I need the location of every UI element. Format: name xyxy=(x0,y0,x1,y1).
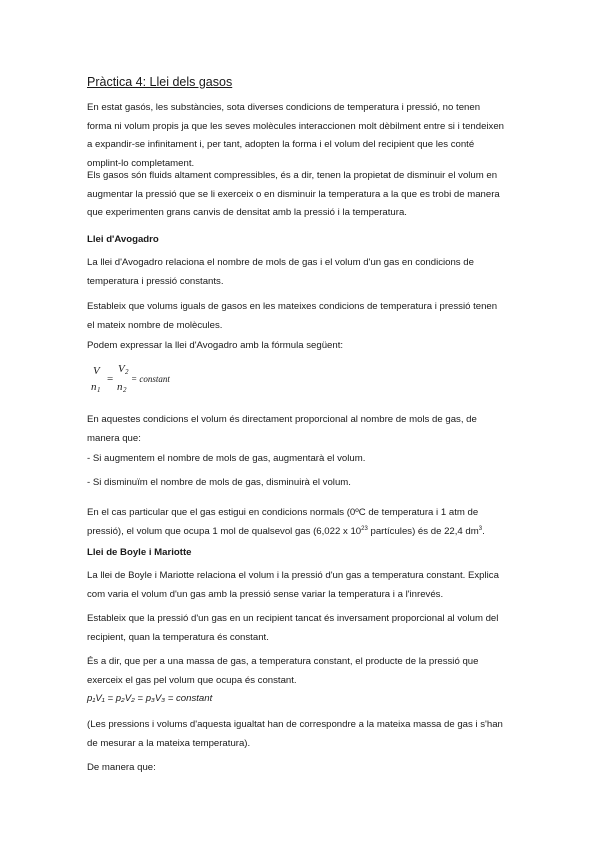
formula-constant: = constant xyxy=(131,374,170,384)
boyle-paragraph-5: De manera que: xyxy=(87,762,156,773)
boyle-paragraph-1: La llei de Boyle i Mariotte relaciona el volum i la pressió d'un gas a temperatura constant. Explica com varia el volum d'un gas amb la pressió sense variar la temperatura i a l'inrevés. xyxy=(87,570,499,600)
avogadro-bullet-1: - Si augmentem el nombre de mols de gas, augmentarà el volum. xyxy=(87,453,366,464)
formula-v2: V xyxy=(118,363,125,375)
formula-n2: n xyxy=(117,381,123,393)
avogadro-p5-text-2: partícules) és de 22,4 dm xyxy=(367,525,479,537)
avogadro-paragraph-5 xyxy=(87,504,507,541)
formula-v1: V xyxy=(93,365,100,377)
boyle-paragraph-2: Estableix que la pressió d'un gas en un recipient tancat és inversament proporcional al volum del recipient, quan la temperatura és constant. xyxy=(87,613,499,643)
avogadro-p5-exponent: 23 xyxy=(361,525,368,532)
formula-n1-sub: 1 xyxy=(97,386,101,394)
avogadro-p5-end: . xyxy=(482,525,485,537)
avogadro-heading: Llei d'Avogadro xyxy=(87,234,159,245)
intro-paragraph-2: Els gasos són fluids altament compressibles, és a dir, tenen la propietat de disminuir el volum en augmentar la pressió que se li exerceix o en disminuir la temperatura a la que es trobi de manera que experimenten grans canvis de densitat amb la pressió i la temperatura. xyxy=(87,170,500,218)
page-title: Pràctica 4: Llei dels gasos xyxy=(87,75,233,89)
avogadro-p5-unit-exponent: 3 xyxy=(478,525,483,532)
formula-equals: = xyxy=(107,373,114,385)
formula-n1: n xyxy=(91,381,97,393)
boyle-paragraph-4: (Les pressions i volums d'aquesta igualtat han de correspondre a la mateixa massa de gas i s'han de mesurar a la mateixa temperatura). xyxy=(87,719,503,749)
avogadro-formula xyxy=(87,360,197,398)
formula-v2-sub: 2 xyxy=(125,368,129,376)
boyle-heading: Llei de Boyle i Mariotte xyxy=(87,547,192,558)
boyle-paragraph-3: És a dir, que per a una massa de gas, a temperatura constant, el producte de la pressió que exerceix el gas pel volum que ocupa és constant. xyxy=(87,656,479,686)
formula-n2-sub: 2 xyxy=(123,386,127,394)
avogadro-paragraph-2: Estableix que volums iguals de gasos en les mateixes condicions de temperatura i pressió tenen el mateix nombre de molècules. xyxy=(87,301,498,331)
avogadro-bullet-2: - Si disminuïm el nombre de mols de gas, disminuirà el volum. xyxy=(87,477,351,488)
avogadro-paragraph-3: Podem expressar la llei d'Avogadro amb la fórmula següent: xyxy=(87,340,344,351)
boyle-formula: p₁V₁ = p₂V₂ = p₃V₃ = constant xyxy=(87,693,213,704)
avogadro-paragraph-1: La llei d'Avogadro relaciona el nombre de mols de gas i el volum d'un gas en condicions de temperatura i pressió constants. xyxy=(87,257,474,287)
avogadro-p5-text: En el cas particular que el gas estigui en condicions normals (0ºC de temperatura i 1 atm de pressió), el volum que ocupa 1 mol de qualsevol gas (6,022 x 10 xyxy=(87,507,479,537)
avogadro-paragraph-4: En aquestes condicions el volum és directament proporcional al nombre de mols de gas, de manera que: xyxy=(87,414,477,444)
intro-paragraph-1: En estat gasós, les substàncies, sota diverses condicions de temperatura i pressió, no tenen forma ni volum propis ja que les seves molècules interaccionen molt dèbilment entre si i tendeixen a expandir-se infinitament i, per tant, adopten la forma i el volum del recipient que les conté omplint-lo completament. xyxy=(87,102,505,169)
